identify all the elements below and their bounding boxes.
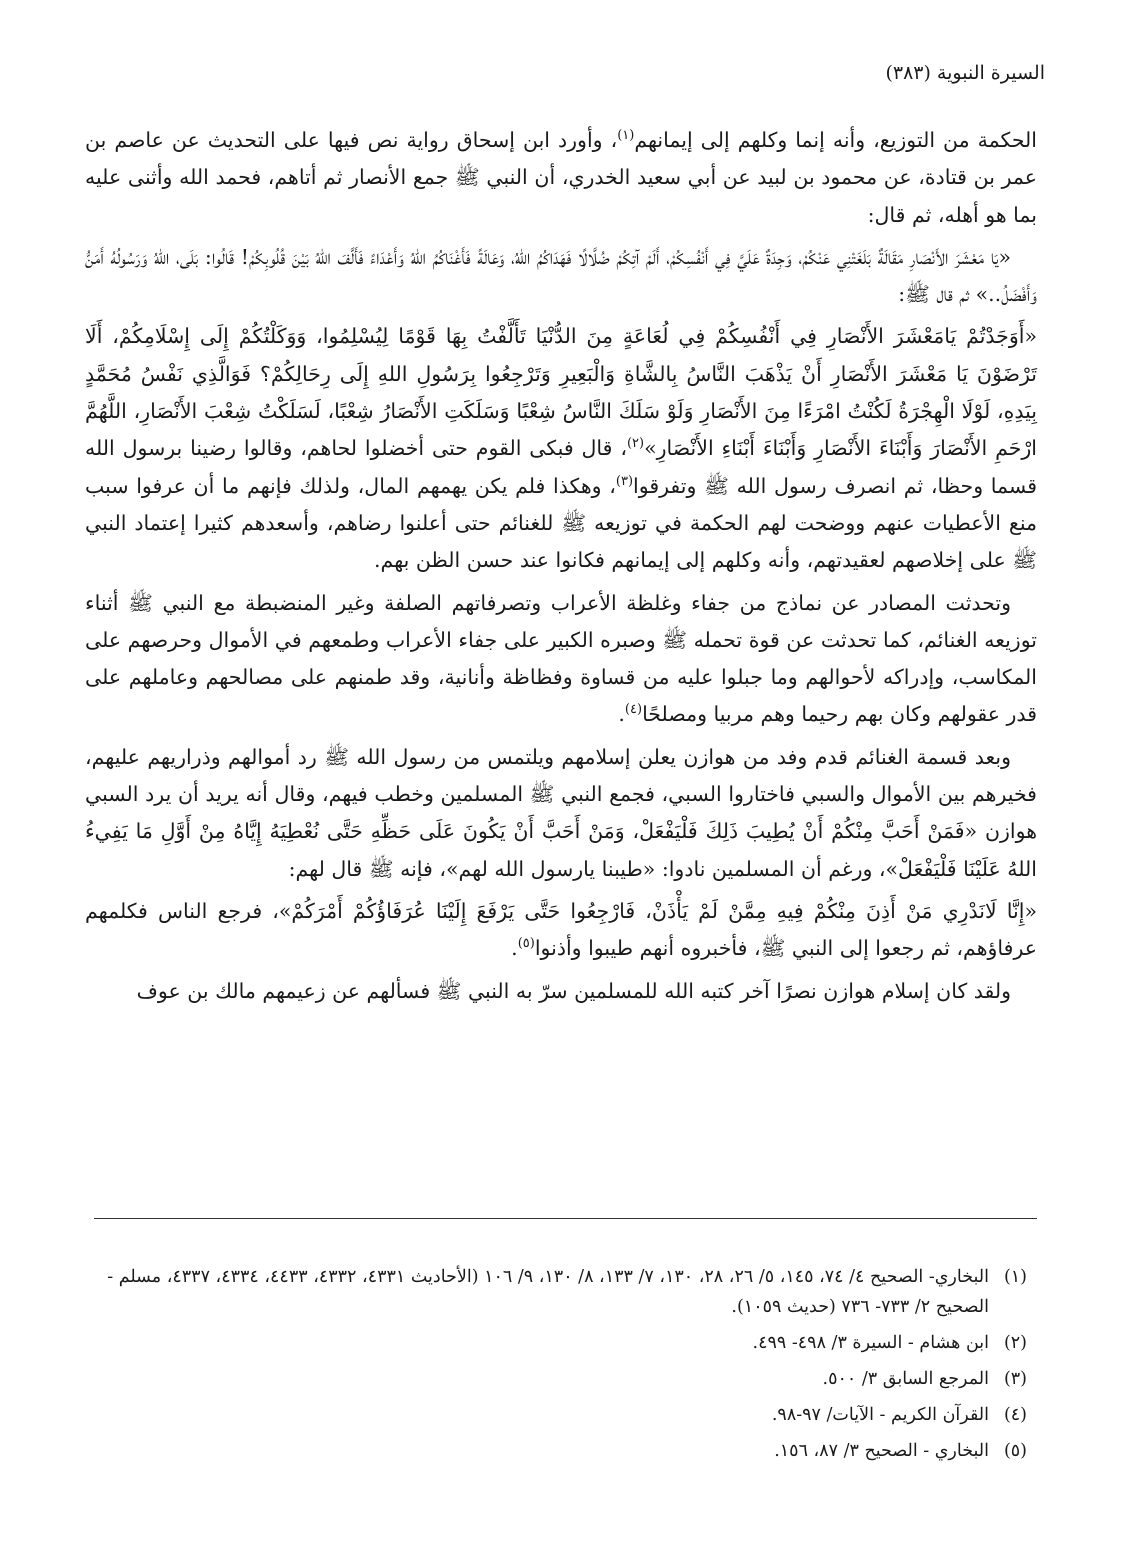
paragraph-4: وبعد قسمة الغنائم قدم وفد من هوازن يعلن إسلامهم ويلتمس من رسول الله ﷺ رد أموالهم وذراريهم عليهم، فخيرهم بين الأموال والسبي فاختاروا السبي، فجمع النبي ﷺ المسلمين وخطب فيهم، وقال أنه يريد أن يرد السبي هوازن «فَمَنْ أَحَبَّ مِنْكُمْ أَنْ يُطِيبَ ذَلِكَ فَلْيَفْعَلْ، وَمَنْ أَحَبَّ أَنْ يَكُونَ عَلَى حَظِّهِ حَتَّى نُعْطِيَهُ إِيَّاهُ مِنْ أَوَّلِ مَا يَفِيءُ اللهُ عَلَيْنَا فَلْيَفْعَلْ»، ورغم أن المسلمين نادوا: «طيبنا يارسول الله لهم»، فإنه ﷺ قال لهم: [85, 744, 1037, 881]
paragraph-1 [85, 122, 1037, 234]
footnote-item [85, 1262, 1037, 1322]
hadith-quote-3 [85, 893, 1037, 968]
footnote-item [85, 1400, 1037, 1430]
footnote-text: البخاري- الصحيح ٤/ ٧٤، ١٤٥، ٥/ ٢٦، ٢٨، ١٣٠، ٧/ ١٣٣، ٨/ ١٣٠، ٩/ ١٠٦ (الأحاديث ٤٣٣١، ٤٣٣٢، ٤٤٣٣، ٤٣٣٤، ٤٣٣٧، مسلم - الصحيح ٢/ ٧٣٣- ٧٣٦ (حديث ١٠٥٩). [107, 1267, 989, 1317]
paragraph-text: ، قال فبكى القوم حتى أخضلوا لحاهم، وقالوا رضينا برسول الله قسما وحظا، ثم انصرف رسول الله ﷺ وتفرقوا [85, 436, 1037, 498]
quote-text: «إِنَّا لَانَدْرِي مَنْ أَذِنَ مِنْكُمْ فِيهِ مِمَّنْ لَمْ يَأْذَنْ، فَارْجِعُوا حَتَّى يَرْفَعَ إِلَيْنَا عُرَفَاؤُكُمْ أَمْرَكُمْ»، فرجع الناس فكلمهم عرفاؤهم، ثم رجعوا إلى النبي ﷺ، فأخبروه أنهم طيبوا وأذنوا [85, 898, 1037, 961]
footnote-number: (٢) [1003, 1333, 1027, 1353]
running-header: السيرة النبوية (٣٨٣) [885, 62, 1045, 84]
paragraph-text: ، وأورد ابن إسحاق رواية نص فيها على التحديث عن عاصم بن عمر بن قتادة، عن محمود بن لبيد عن أبي سعيد الخدري، أن النبي ﷺ جمع الأنصار ثم أتاهم، فحمد الله وأثنى عليه بما هو أهله، ثم قال: [85, 128, 1037, 227]
footnote-ref: (٢) [626, 436, 645, 452]
footnote-divider [94, 1218, 1037, 1219]
paragraph-5: ولقد كان إسلام هوازن نصرًا آخر كتبه الله للمسلمين سرّ به النبي ﷺ فسألهم عن زعيمهم مالك بن عوف [136, 978, 1011, 1003]
footnote-text: ابن هشام - السيرة ٣/ ٤٩٨- ٤٩٩. [752, 1333, 989, 1353]
footnote-number: (٤) [1003, 1405, 1027, 1425]
footnote-number: (١) [1003, 1267, 1027, 1287]
paragraph-text: . [618, 702, 625, 727]
footnote-number: (٥) [1003, 1441, 1027, 1461]
footnote-ref: (٥) [517, 936, 535, 952]
footnote-item [85, 1364, 1037, 1394]
footnote-text: القرآن الكريم - الآيات/ ٩٧-٩٨. [771, 1405, 989, 1425]
paragraph-text: الحكمة من التوزيع، وأنه إنما وكلهم إلى إيمانهم [634, 128, 1038, 152]
quote-text: «أَوَجَدْتُمْ يَامَعْشَرَ الأَنْصَارِ فِي أَنْفُسِكُمْ فِي لُعَاعَةٍ مِنَ الدُّنْيَا تَأَلَّفْتُ بِهَا قَوْمًا لِيُسْلِمُوا، وَوَكَلْتُكُمْ إِلَى إِسْلَامِكُمْ، أَلَا تَرْضَوْنَ يَا مَعْشَرَ الأَنْصَارِ أَنْ يَذْهَبَ النَّاسُ بِالشَّاةِ وَالْبَعِيرِ وَتَرْجِعُوا بِرَسُولِ اللهِ إِلَى رِحَالِكُمْ؟ فَوَالَّذِي نَفْسُ مُحَمَّدٍ بِيَدِهِ، لَوْلَا الْهِجْرَةُ لَكُنْتُ امْرَءًا مِنَ الأَنْصَارِ وَلَوْ سَلَكَ النَّاسُ شِعْبًا وَسَلَكَتِ الأَنْصَارُ شِعْبًا، لَسَلَكْتُ شِعْبَ الأَنْصَارِ، اللَّهُمَّ ارْحَمِ الأَنْصَارَ وَأَبْنَاءَ الأَنْصَارِ وَأَبْنَاءَ أَبْنَاءِ الأَنْصَارِ» [85, 324, 1037, 461]
footnote-ref: (٤) [624, 702, 643, 718]
hadith-quote-2 [85, 318, 1037, 579]
footnote-ref: (١) [617, 128, 635, 144]
hadith-quote-1: «يَا مَعْشَرَ الأَنْصَارِ مَقَالَةٌ بَلَغَتْنِي عَنْكُمْ، وَجِدَةٌ عَلَيَّ فِي أَنْفُسِكُمْ، أَلَمْ آتِكُمْ ضُلَّالًا فَهَدَاكُمُ اللهُ، وَعَالَةً فَأَغْنَاكُمُ اللهُ وَأَعْدَاءً فَأَلَّفَ اللهُ بَيْنَ قُلُوبِكُمْ! قَالُوا: بَلَى، اللهُ وَرَسُولُهُ أَمَنُّ وَأَفْضَلُ..» ثم قال ﷺ: [85, 244, 1037, 307]
footnote-ref: (٣) [615, 473, 634, 489]
footnote-text: البخاري - الصحيح ٣/ ٨٧، ١٥٦. [774, 1441, 989, 1461]
paragraph-3 [85, 585, 1037, 734]
footnote-text: المرجع السابق ٣/ ٥٠٠. [822, 1369, 989, 1389]
footnote-item [85, 1436, 1037, 1466]
footnote-number: (٣) [1003, 1369, 1027, 1389]
paragraph-text: ، وهكذا فلم يكن يهمهم المال، ولذلك فإنهم ما أن عرفوا سبب منع الأعطيات عنهم ووضحت لهم الحكمة في توزيعه ﷺ للغنائم حتى أعلنوا رضاهم، وأسعدهم كثيرا إعتماد النبي ﷺ على إخلاصهم لعقيدتهم، وأنه وكلهم إلى إيمانهم فكانوا عند حسن الظن بهم. [85, 473, 1037, 573]
main-text [85, 122, 1037, 1010]
footnote-item [85, 1328, 1037, 1358]
footnotes [85, 1262, 1037, 1472]
paragraph-text: وتحدثت المصادر عن نماذج من جفاء وغلظة الأعراب وتصرفاتهم الصلفة وغير المنضبطة مع النبي ﷺ أثناء توزيعه الغنائم، كما تحدثت عن قوة تحمله ﷺ وصبره الكبير على جفاء الأعراب وطمعهم في الأموال وحرصهم على المكاسب، وإدراكه لأحوالهم وما جبلوا عليه من قساوة وفظاظة وأنانية، وقد طمنهم على مصالحهم وعاملهم على قدر عقولهم وكان بهم رحيما وهم مربيا ومصلحًا [85, 590, 1037, 727]
paragraph-text: . [511, 936, 518, 961]
